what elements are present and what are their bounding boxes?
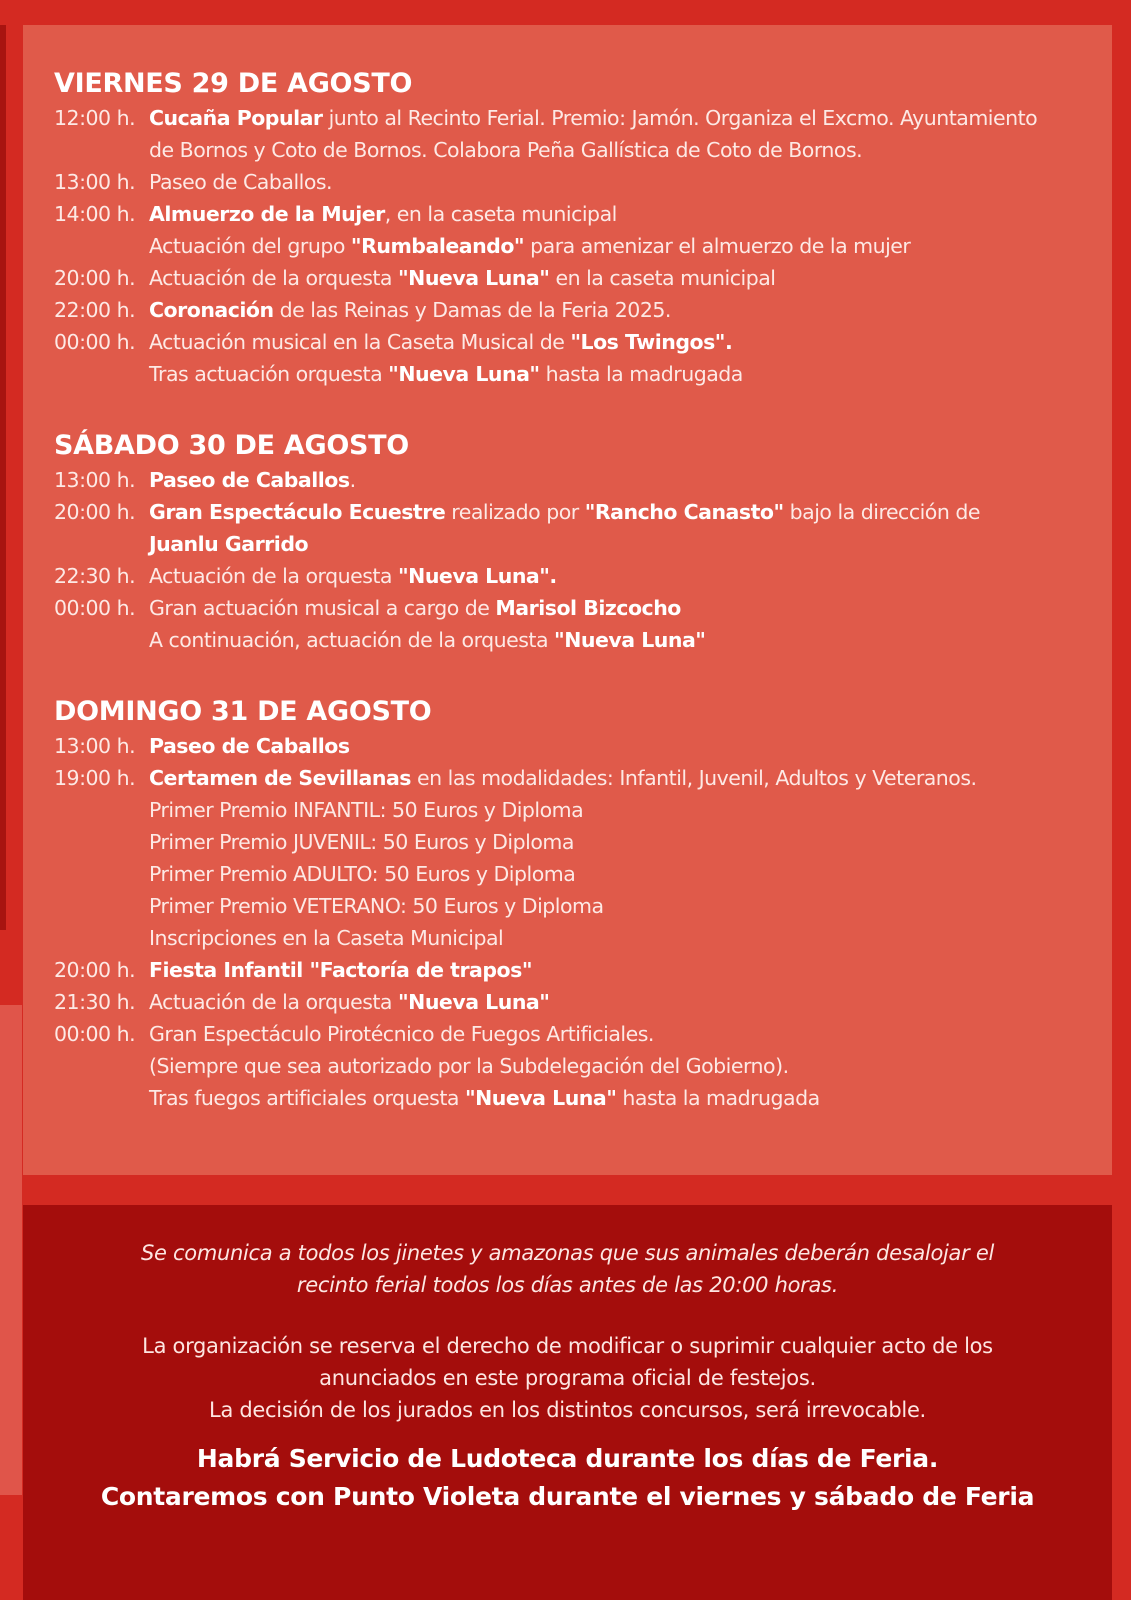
schedule-entry-continuation — [54, 134, 1084, 166]
ludoteca-line: Habrá Servicio de Ludoteca durante los días de Feria. — [196, 1444, 939, 1473]
entry-text: Primer Premio INFANTIL: 50 Euros y Diploma — [149, 798, 584, 822]
schedule-entry-continuation — [54, 1050, 1084, 1082]
entry-highlight: Coronación — [149, 298, 274, 322]
entry-text: de Bornos y Coto de Bornos. Colabora Peña Gallística de Coto de Bornos. — [149, 138, 863, 162]
day-sunday — [54, 694, 1084, 1114]
schedule-entry-continuation — [54, 890, 1084, 922]
schedule-entry — [54, 986, 1084, 1018]
entry-text: en las modalidades: Infantil, Juvenil, Adultos y Veteranos. — [410, 766, 977, 790]
disclaimer-line: anunciados en este programa oficial de festejos. — [319, 1366, 816, 1390]
entry-text: en la caseta municipal — [549, 266, 776, 290]
day-friday — [54, 66, 1084, 390]
entry-text: Actuación de la orquesta — [149, 990, 398, 1014]
entry-highlight: "Nueva Luna" — [464, 1086, 617, 1110]
entry-time: 13:00 h. — [54, 170, 136, 194]
schedule-entry — [54, 762, 1084, 794]
entry-time: 20:00 h. — [54, 958, 136, 982]
entry-highlight: Cucaña Popular — [149, 106, 323, 130]
entry-text: realizado por — [445, 500, 585, 524]
schedule-entry — [54, 294, 1084, 326]
entry-highlight: "Rumbaleando" — [350, 234, 525, 258]
entry-text: Gran Espectáculo Pirotécnico de Fuegos Artificiales. — [149, 1022, 654, 1046]
entry-text: Gran actuación musical a cargo de — [149, 596, 496, 620]
entry-highlight: Certamen de Sevillanas — [149, 766, 411, 790]
entry-text: Actuación musical en la Caseta Musical de — [149, 330, 571, 354]
entry-highlight: "Los Twingos". — [570, 330, 733, 354]
schedule-entry — [54, 730, 1084, 762]
entry-text: , en la caseta municipal — [384, 202, 617, 226]
schedule-entry — [54, 954, 1084, 986]
entry-text: Inscripciones en la Caseta Municipal — [149, 926, 504, 950]
entry-text: de las Reinas y Damas de la Feria 2025. — [273, 298, 671, 322]
entry-highlight: Marisol Bizcocho — [495, 596, 681, 620]
entry-text: Primer Premio ADULTO: 50 Euros y Diploma — [149, 862, 576, 886]
entry-text: A continuación, actuación de la orquesta — [149, 628, 555, 652]
entry-time: 14:00 h. — [54, 202, 136, 226]
entry-highlight: Fiesta Infantil "Factoría de trapos" — [149, 958, 533, 982]
schedule-entry-continuation — [54, 858, 1084, 890]
day-heading: VIERNES 29 DE AGOSTO — [54, 68, 413, 99]
left-edge-stripe — [0, 25, 6, 930]
entry-highlight: Paseo de Caballos — [149, 468, 350, 492]
left-edge-band — [0, 1005, 22, 1495]
schedule-entry — [54, 464, 1084, 496]
entry-text: Actuación del grupo — [149, 234, 351, 258]
schedule-entry — [54, 198, 1084, 230]
schedule-entry-continuation — [54, 1082, 1084, 1114]
entry-time: 21:30 h. — [54, 990, 136, 1014]
entry-text: Actuación de la orquesta — [149, 564, 398, 588]
schedule-entry-continuation — [54, 358, 1084, 390]
day-heading: SÁBADO 30 DE AGOSTO — [54, 430, 409, 461]
entry-highlight: "Nueva Luna" — [398, 266, 550, 290]
entry-text: para amenizar el almuerzo de la mujer — [524, 234, 911, 258]
riders-notice — [23, 1237, 1112, 1301]
schedule-entry — [54, 262, 1084, 294]
entry-time: 12:00 h. — [54, 106, 136, 130]
schedule-entry-continuation — [54, 528, 1084, 560]
entry-text: Primer Premio VETERANO: 50 Euros y Diploma — [149, 894, 604, 918]
entry-time: 13:00 h. — [54, 734, 136, 758]
schedule-entry-continuation — [54, 624, 1084, 656]
schedule-entry-continuation — [54, 922, 1084, 954]
punto-violeta-line: Contaremos con Punto Violeta durante el viernes y sábado de Feria — [100, 1482, 1035, 1511]
organization-disclaimer — [23, 1330, 1112, 1426]
schedule-entry — [54, 166, 1084, 198]
schedule-entry-continuation — [54, 230, 1084, 262]
entry-highlight: Almuerzo de la Mujer — [149, 202, 385, 226]
schedule-entry — [54, 496, 1084, 528]
entry-time: 00:00 h. — [54, 330, 136, 354]
notice-line: recinto ferial todos los días antes de las 20:00 horas. — [296, 1273, 839, 1297]
entry-highlight: "Nueva Luna". — [398, 564, 557, 588]
entry-time: 20:00 h. — [54, 266, 136, 290]
entry-time: 20:00 h. — [54, 500, 136, 524]
entry-text: . — [349, 468, 356, 492]
disclaimer-line: La decisión de los jurados en los distintos concursos, será irrevocable. — [209, 1398, 926, 1422]
schedule-entry-continuation — [54, 794, 1084, 826]
entry-highlight: Gran Espectáculo Ecuestre — [149, 500, 446, 524]
entry-time: 00:00 h. — [54, 596, 136, 620]
entry-highlight: "Nueva Luna" — [388, 362, 540, 386]
services-announcement — [23, 1440, 1112, 1516]
entry-text: bajo la dirección de — [783, 500, 980, 524]
entry-highlight: Paseo de Caballos — [149, 734, 350, 758]
schedule-entry — [54, 1018, 1084, 1050]
entry-time: 13:00 h. — [54, 468, 136, 492]
notice-line: Se comunica a todos los jinetes y amazonas que sus animales deberán desalojar el — [141, 1241, 994, 1265]
entry-text: hasta la madrugada — [616, 1086, 820, 1110]
disclaimer-line: La organización se reserva el derecho de modificar o suprimir cualquier acto de los — [142, 1334, 993, 1358]
entry-text: hasta la madrugada — [539, 362, 743, 386]
footer-notices — [23, 1205, 1112, 1600]
entry-time: 00:00 h. — [54, 1022, 136, 1046]
entry-text: Primer Premio JUVENIL: 50 Euros y Diploma — [149, 830, 574, 854]
schedule-entry — [54, 592, 1084, 624]
festival-schedule — [54, 66, 1084, 1152]
entry-time: 22:00 h. — [54, 298, 136, 322]
schedule-entry — [54, 560, 1084, 592]
entry-highlight: Juanlu Garrido — [149, 532, 309, 556]
entry-text: junto al Recinto Ferial. Premio: Jamón. Organiza el Excmo. Ayuntamiento — [322, 106, 1038, 130]
entry-highlight: "Rancho Canasto" — [584, 500, 784, 524]
entry-time: 19:00 h. — [54, 766, 136, 790]
schedule-entry-continuation — [54, 826, 1084, 858]
day-heading: DOMINGO 31 DE AGOSTO — [54, 696, 432, 727]
entry-text: Tras fuegos artificiales orquesta — [149, 1086, 465, 1110]
entry-text: (Siempre que sea autorizado por la Subdelegación del Gobierno). — [149, 1054, 789, 1078]
schedule-entry — [54, 102, 1084, 134]
schedule-entry — [54, 326, 1084, 358]
entry-text: Actuación de la orquesta — [149, 266, 398, 290]
entry-highlight: "Nueva Luna" — [398, 990, 550, 1014]
day-saturday — [54, 428, 1084, 656]
entry-text: Tras actuación orquesta — [149, 362, 389, 386]
entry-highlight: "Nueva Luna" — [554, 628, 706, 652]
entry-text: Paseo de Caballos. — [149, 170, 333, 194]
entry-time: 22:30 h. — [54, 564, 136, 588]
